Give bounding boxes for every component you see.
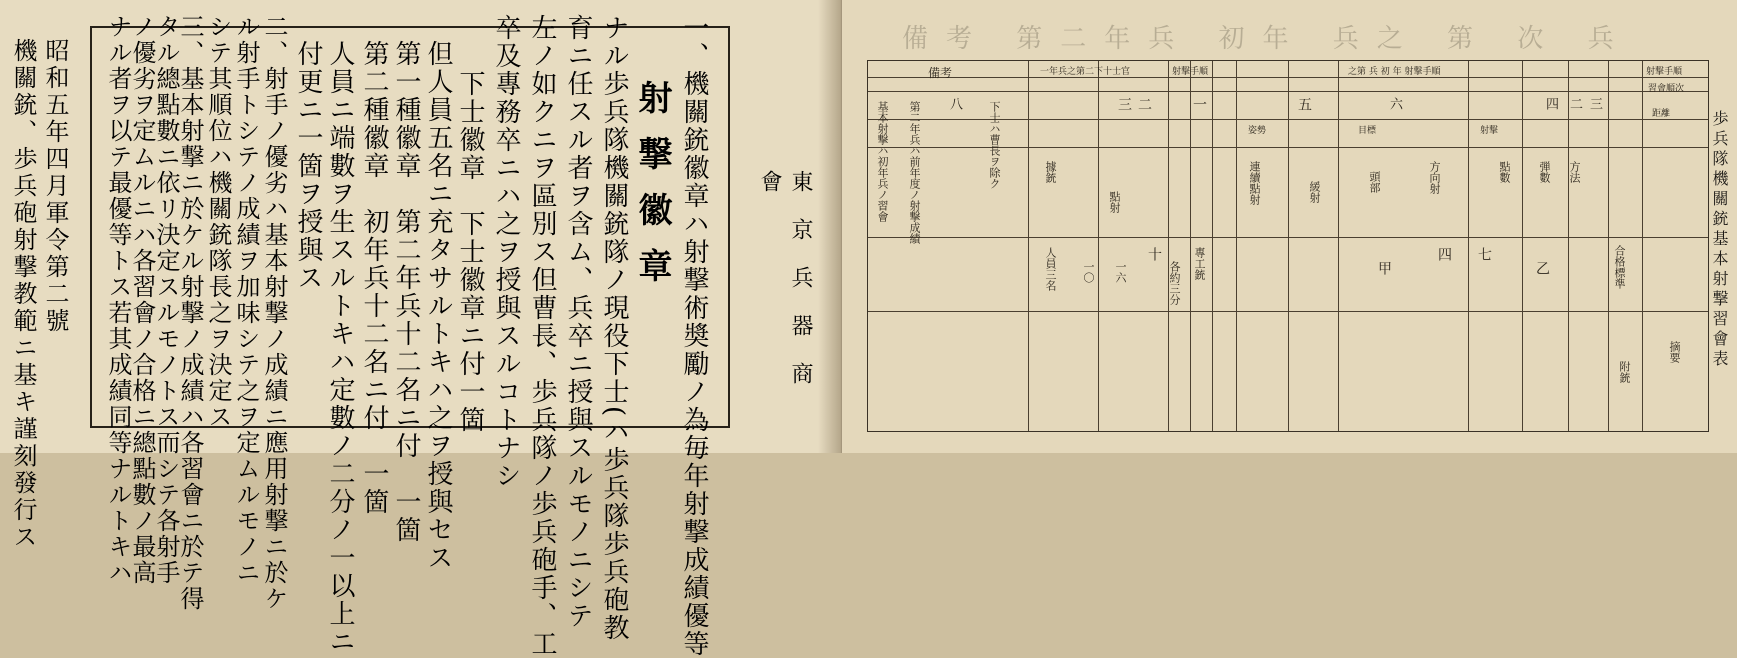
page-title: 射撃徽章 bbox=[632, 80, 672, 304]
cell: 六 bbox=[1387, 97, 1402, 110]
label-session-order: 習會順次 bbox=[1648, 84, 1685, 94]
label-rounds: 弾數 bbox=[1538, 161, 1551, 183]
cell: 一〇 bbox=[1082, 261, 1095, 283]
cell: 點射 bbox=[1108, 191, 1121, 213]
publisher-name: 東京兵器商會 bbox=[757, 170, 813, 410]
remark-text: 基本射撃ハ初年兵ノ習會 bbox=[876, 101, 889, 222]
header-recruit: 之第 兵 初 年 射撃手順 bbox=[1348, 67, 1441, 77]
cell: 七 bbox=[1476, 247, 1492, 261]
label-posture: 姿勢 bbox=[1248, 126, 1267, 136]
cell: 四 bbox=[1543, 97, 1558, 110]
body-column: 三、基本射撃ニ於ケル射撃ノ成績ハ各習會ニ於テ得 bbox=[176, 14, 204, 612]
cell: 二 bbox=[1567, 97, 1582, 110]
cell: 連續點射 bbox=[1248, 161, 1261, 205]
label-target: 目標 bbox=[1358, 126, 1377, 136]
body-column: ル射手トシテノ成績ヲ加味シテ之ヲ定ムルモノニ bbox=[232, 14, 260, 586]
body-column: 二、射手ノ優劣ハ基本射撃ノ成績ニ應用射撃ニ於ケ bbox=[260, 14, 288, 612]
colophon-date: 昭和五年四月軍令第二號 bbox=[41, 38, 69, 335]
cell: 專工銃 bbox=[1193, 247, 1206, 280]
cell: 十 bbox=[1146, 247, 1162, 261]
cell: 各約三分 bbox=[1168, 261, 1181, 305]
cell: 頭部 bbox=[1368, 171, 1381, 193]
bleed-through-text: 備考 第二年兵 初年 兵之 第 次 兵 bbox=[902, 24, 1632, 54]
label-method: 方法 bbox=[1568, 161, 1581, 183]
cell: 據銃 bbox=[1044, 161, 1057, 183]
body-column: 人員ニ端數ヲ生スルトキハ定數ノ二分ノ一以上ニ bbox=[325, 40, 355, 656]
body-column: 但人員五名ニ充タサルトキハ之ヲ授與セス bbox=[423, 40, 453, 572]
cell: 四 bbox=[1436, 247, 1452, 261]
body-column: 下士徽章 下士徽章ニ付一箇 bbox=[455, 70, 485, 434]
cell: 八 bbox=[947, 97, 962, 110]
body-column: 卒及專務卒ニハ之ヲ授與スルコトナシ bbox=[491, 14, 521, 490]
cell: 甲 bbox=[1376, 261, 1392, 275]
header-order: 射撃手順 bbox=[1172, 67, 1209, 77]
label-distance: 距離 bbox=[1652, 109, 1671, 119]
body-column: 育ニ任スル者ヲ含ム、兵卒ニ授與スルモノニシテ bbox=[563, 14, 593, 630]
table-title: 歩兵隊機關銃基本射撃習會表 bbox=[1710, 110, 1729, 370]
body-column: タル總點數ニ依リ決定スルモノトス而シテ各射手 bbox=[152, 14, 180, 586]
label-shooting: 射撃 bbox=[1480, 126, 1499, 136]
cell: 乙 bbox=[1534, 261, 1550, 275]
label-remarks: 摘要 bbox=[1668, 341, 1681, 363]
header-order-right: 射撃手順 bbox=[1646, 67, 1683, 77]
body-column bbox=[96, 420, 97, 477]
cell: 五 bbox=[1296, 97, 1312, 111]
cell: 方向射 bbox=[1428, 161, 1441, 194]
cell: 二 bbox=[1136, 97, 1152, 111]
body-column: 一、機關銃徽章ハ射撃術奬勵ノ為毎年射撃成績優等 bbox=[679, 14, 709, 658]
right-page bbox=[842, 0, 1737, 453]
body-column: ノ優劣ヲ定ムルニハ各習會ノ合格ニ總點數ノ最高 bbox=[128, 14, 156, 586]
label-pass-standard: 合格標準 bbox=[1613, 245, 1626, 289]
cell: 緩射 bbox=[1308, 181, 1321, 203]
header-remarks: 備考 bbox=[928, 66, 953, 80]
remark-text: 下士ハ曹長ヲ除ク bbox=[988, 101, 1001, 189]
remark-text: 第二年兵ハ前年度ノ射撃成績 bbox=[908, 101, 921, 244]
cell: 三 bbox=[1116, 97, 1132, 111]
body-column: ナル歩兵隊機關銃隊ノ現役下士(ハ歩兵隊歩兵砲教 bbox=[599, 14, 629, 643]
body-column: 左ノ如クニヲ區別ス但曹長、歩兵隊ノ歩兵砲手、工 bbox=[527, 14, 557, 658]
body-column: 第一種徽章 第二年兵十二名ニ付 一箇 bbox=[391, 40, 421, 544]
cell: 人員三名 bbox=[1044, 247, 1057, 291]
body-column: 第二種徽章 初年兵十二名ニ付 一箇 bbox=[359, 40, 389, 516]
cell: 附銃 bbox=[1618, 361, 1631, 383]
cell: 一六 bbox=[1114, 261, 1127, 283]
colophon-basis: 機關銃、歩兵砲射撃教範ニ基キ謹刻發行ス bbox=[9, 38, 37, 551]
cell: 一 bbox=[1191, 97, 1207, 111]
shooting-practice-table bbox=[867, 60, 1709, 432]
label-points: 點數 bbox=[1498, 161, 1511, 183]
body-column: 付更ニ一箇ヲ授與ス bbox=[293, 40, 323, 292]
header-firstyear: 一年兵之第二下十士官 bbox=[1040, 67, 1131, 77]
cell: 三 bbox=[1587, 97, 1602, 110]
body-column: シテ其順位ハ機關銃隊長之ヲ決定ス bbox=[204, 14, 232, 430]
body-column: ナル者ヲ以テ最優等トス若其成績同等ナルトキハ bbox=[104, 14, 132, 586]
left-page bbox=[0, 0, 842, 658]
